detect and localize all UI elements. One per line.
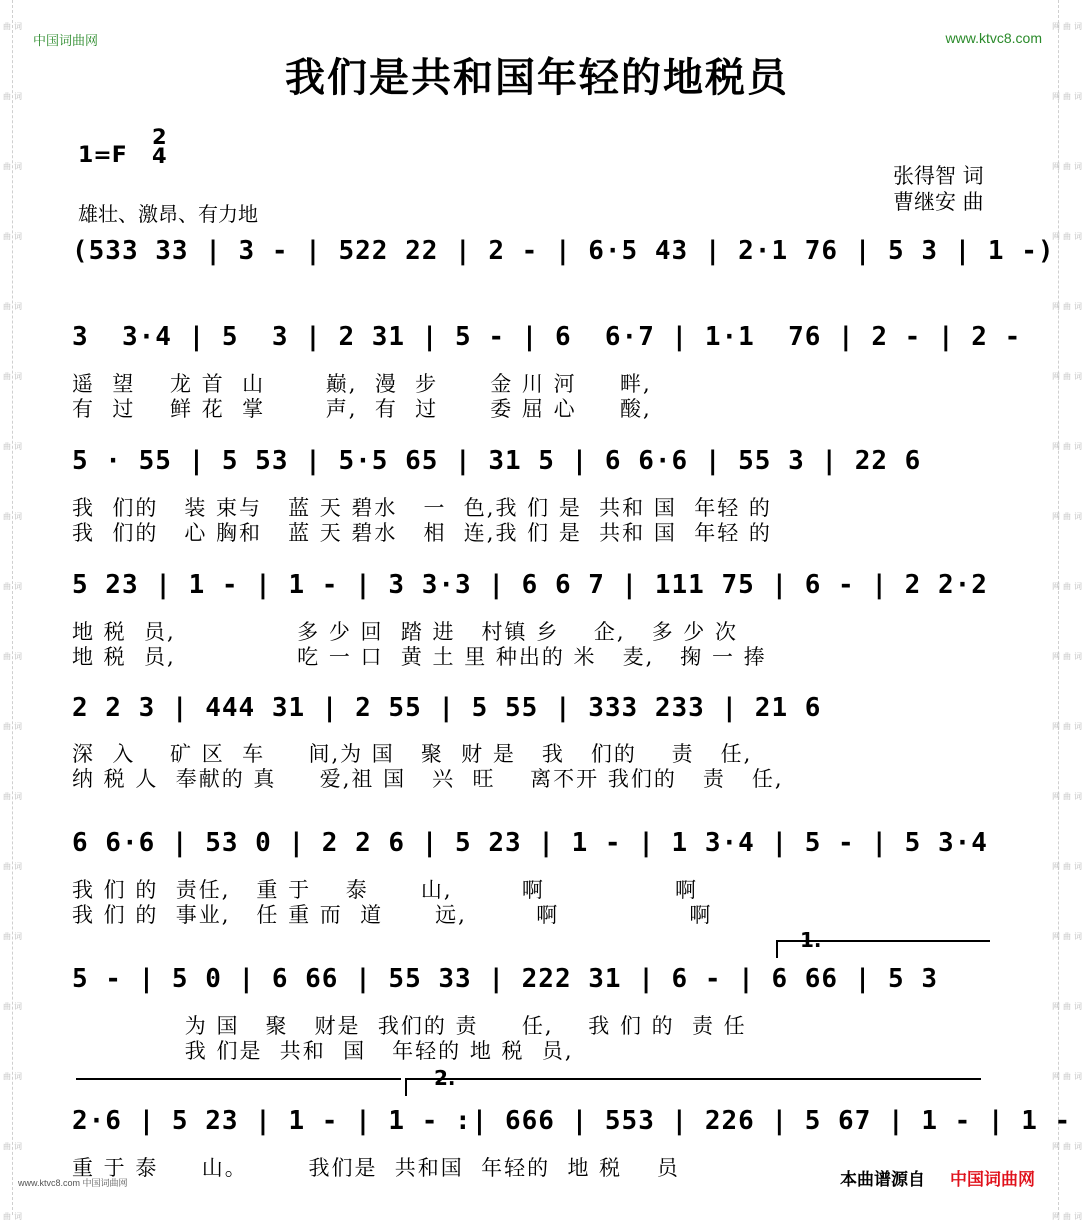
second-ending-label: 2. <box>434 1066 456 1090</box>
score-row-8-notes: 2·6 | 5 23 | 1 - | 1 - :| 666 | 553 | 226 | 5 67 | 1 - | 1 - <box>72 1106 1072 1136</box>
watermark-glyph: 词曲 <box>2 932 23 940</box>
score-row-5-lyric-2: 纳 税 人 奉献的 真 爱,祖 国 兴 旺 离不开 我们的 责 任, <box>72 767 784 791</box>
watermark-glyph: 词曲网 <box>1051 1072 1083 1080</box>
tempo-marking: 雄壮、激昂、有力地 <box>78 202 258 226</box>
watermark-glyph: 词曲网 <box>1051 22 1083 30</box>
time-signature <box>152 125 167 168</box>
watermark-glyph: 词曲网 <box>1051 582 1083 590</box>
watermark-glyph: 词曲 <box>2 652 23 660</box>
time-signature-bottom: 4 <box>152 144 167 168</box>
watermark-glyph: 词曲网 <box>1051 1212 1083 1220</box>
watermark-glyph: 词曲网 <box>1051 1142 1083 1150</box>
site-url-right[interactable]: www.ktvc8.com <box>945 30 1042 46</box>
score-row-8-lyric-1: 重 于 泰 山。 我们是 共和国 年轻的 地 税 员 <box>72 1156 680 1180</box>
watermark-glyph: 词曲网 <box>1051 162 1083 170</box>
second-ending-bracket <box>405 1078 981 1080</box>
watermark-glyph: 词曲 <box>2 1212 23 1220</box>
first-ending-bracket-cont <box>76 1078 401 1080</box>
footer-brand-link[interactable]: 中国词曲网 <box>950 1170 1035 1190</box>
footer-site-stamp[interactable]: www.ktvc8.com 中国词曲网 <box>18 1178 128 1188</box>
lyricist-credit: 张得智 词 <box>893 164 984 188</box>
watermark-glyph: 词曲 <box>2 862 23 870</box>
watermark-glyph: 词曲 <box>2 1072 23 1080</box>
watermark-glyph: 词曲网 <box>1051 1002 1083 1010</box>
score-row-7-lyric-2: 我 们是 共和 国 年轻的 地 税 员, <box>72 1039 574 1063</box>
watermark-glyph: 词曲网 <box>1051 512 1083 520</box>
composer-credit: 曹继安 曲 <box>893 190 984 214</box>
watermark-glyph: 词曲网 <box>1051 932 1083 940</box>
first-ending-bracket-hook <box>776 940 778 958</box>
footer-source-label: 本曲谱源自 <box>840 1170 925 1190</box>
score-row-2-lyric-2: 有 过 鲜 花 掌 声, 有 过 委 屈 心 酸, <box>72 397 652 421</box>
score-row-3-lyric-2: 我 们的 心 胸和 蓝 天 碧水 相 连,我 们 是 共和 国 年轻 的 <box>72 521 772 545</box>
watermark-glyph: 词曲网 <box>1051 792 1083 800</box>
score-row-2-lyric-1: 遥 望 龙 首 山 巅, 漫 步 金 川 河 畔, <box>72 372 652 396</box>
score-row-6-notes: 6 6·6 | 53 0 | 2 2 6 | 5 23 | 1 - | 1 3·4 | 5 - | 5 3·4 <box>72 828 988 858</box>
watermark-glyph: 词曲网 <box>1051 92 1083 100</box>
watermark-glyph: 词曲 <box>2 442 23 450</box>
score-row-4-lyric-1: 地 税 员, 多 少 回 踏 进 村镇 乡 企, 多 少 次 <box>72 620 738 644</box>
watermark-glyph: 词曲网 <box>1051 372 1083 380</box>
watermark-glyph: 词曲 <box>2 92 23 100</box>
score-row-1-notes: (533 33 | 3 - | 522 22 | 2 - | 6·5 43 | 2·1 76 | 5 3 | 1 -) <box>72 236 1055 266</box>
site-name-left[interactable]: 中国词曲网 <box>33 33 99 48</box>
score-row-4-lyric-2: 地 税 员, 吃 一 口 黄 土 里 种出的 米 麦, 掬 一 捧 <box>72 645 767 669</box>
right-watermark-strip <box>1051 0 1083 1220</box>
watermark-glyph: 词曲网 <box>1051 862 1083 870</box>
watermark-glyph: 词曲网 <box>1051 722 1083 730</box>
score-row-6-lyric-2: 我 们 的 事业, 任 重 而 道 远, 啊 啊 <box>72 903 713 927</box>
watermark-glyph: 词曲 <box>2 372 23 380</box>
watermark-glyph: 词曲 <box>2 722 23 730</box>
watermark-glyph: 词曲 <box>2 512 23 520</box>
watermark-glyph: 词曲网 <box>1051 302 1083 310</box>
score-row-5-lyric-1: 深 入 矿 区 车 间,为 国 聚 财 是 我 们的 责 任, <box>72 742 753 766</box>
song-title: 我们是共和国年轻的地税员 <box>285 55 789 101</box>
watermark-glyph: 词曲 <box>2 162 23 170</box>
watermark-glyph: 词曲网 <box>1051 232 1083 240</box>
watermark-glyph: 词曲网 <box>1051 652 1083 660</box>
watermark-glyph: 词曲 <box>2 302 23 310</box>
watermark-glyph: 词曲 <box>2 22 23 30</box>
watermark-glyph: 词曲网 <box>1051 442 1083 450</box>
score-row-5-notes: 2 2 3 | 444 31 | 2 55 | 5 55 | 333 233 | 21 6 <box>72 693 822 723</box>
score-row-6-lyric-1: 我 们 的 责任, 重 于 泰 山, 啊 啊 <box>72 878 699 902</box>
watermark-glyph: 词曲 <box>2 232 23 240</box>
watermark-glyph: 词曲 <box>2 1142 23 1150</box>
score-row-7-notes: 5 - | 5 0 | 6 66 | 55 33 | 222 31 | 6 - | 6 66 | 5 3 <box>72 964 938 994</box>
left-watermark-strip <box>0 0 23 1220</box>
score-row-4-notes: 5 23 | 1 - | 1 - | 3 3·3 | 6 6 7 | 111 75 | 6 - | 2 2·2 <box>72 570 988 600</box>
score-row-7-lyric-1: 为 国 聚 财是 我们的 责 任, 我 们 的 责 任 <box>72 1014 747 1038</box>
watermark-glyph: 词曲 <box>2 1002 23 1010</box>
key-signature: 1=F <box>78 143 127 168</box>
score-row-3-notes: 5 · 55 | 5 53 | 5·5 65 | 31 5 | 6 6·6 | 55 3 | 22 6 <box>72 446 922 476</box>
score-row-3-lyric-1: 我 们的 装 束与 蓝 天 碧水 一 色,我 们 是 共和 国 年轻 的 <box>72 496 772 520</box>
time-signature-top: 2 <box>152 125 167 149</box>
first-ending-label: 1. <box>800 928 822 952</box>
watermark-glyph: 词曲 <box>2 582 23 590</box>
second-ending-bracket-hook <box>405 1078 407 1096</box>
score-row-2-notes: 3 3·4 | 5 3 | 2 31 | 5 - | 6 6·7 | 1·1 76 | 2 - | 2 - <box>72 322 1022 352</box>
watermark-glyph: 词曲 <box>2 792 23 800</box>
